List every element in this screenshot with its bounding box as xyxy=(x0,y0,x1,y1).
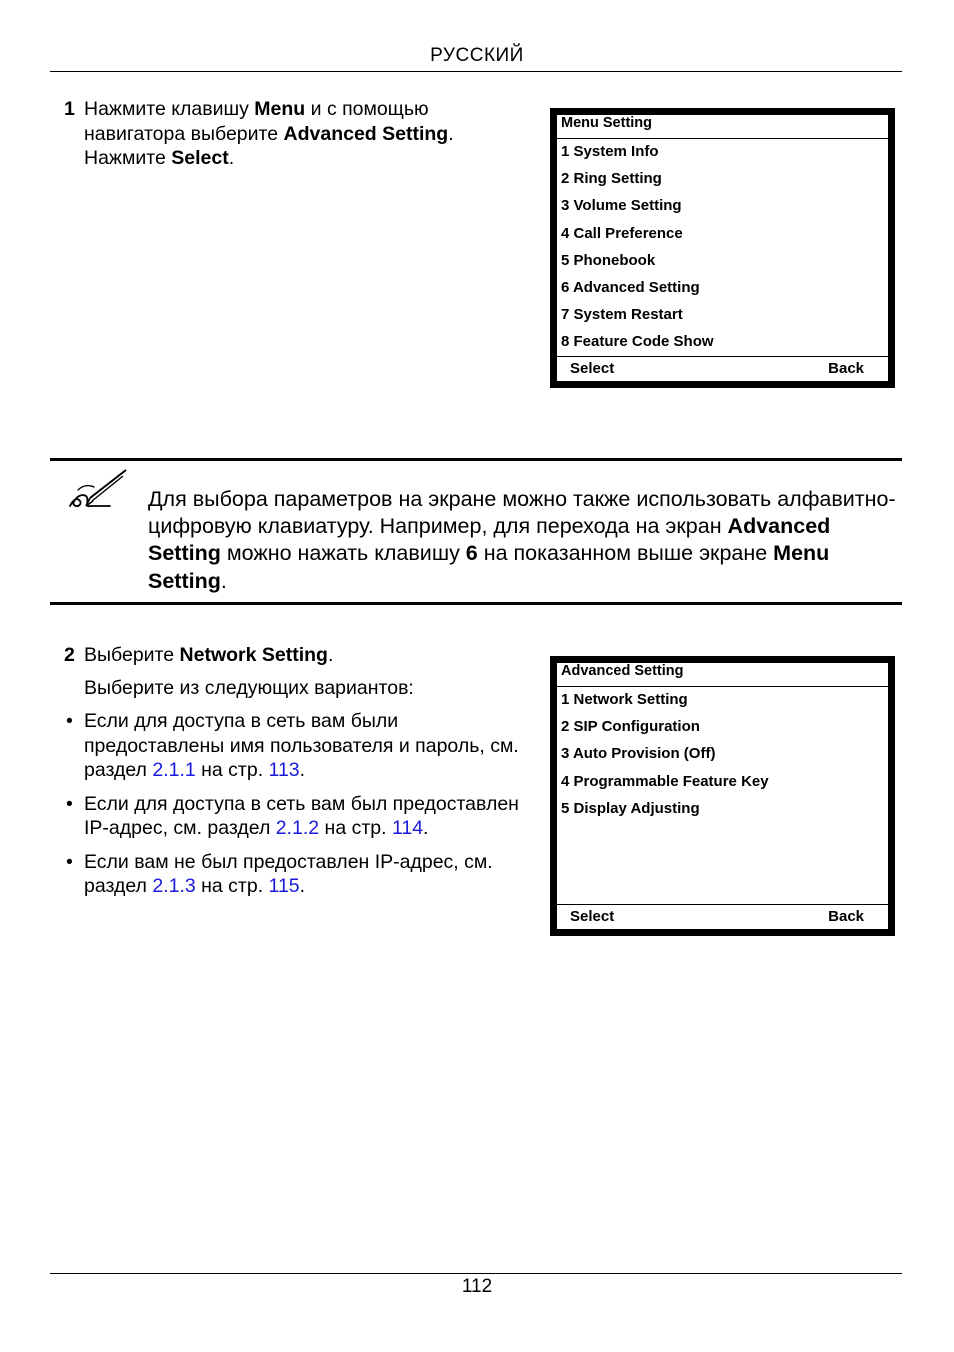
footer-rule xyxy=(50,1273,902,1274)
note-rule-bottom xyxy=(50,602,902,605)
step-1-number: 1 xyxy=(64,98,75,120)
menu-item-volume-setting[interactable]: 3 Volume Setting xyxy=(561,197,682,215)
step-2-options-intro: Выберите из следующих вариантов: xyxy=(84,676,414,699)
page-link-113[interactable]: 113 xyxy=(268,759,300,781)
softkey-back[interactable]: Back xyxy=(828,908,864,925)
list-item: • Если вам не был предоставлен IP-адрес, см. раздел 2.1.3 на стр. 115. xyxy=(84,850,534,899)
header-rule xyxy=(50,71,902,72)
step-2 xyxy=(64,643,534,943)
step-2-instruction: Выберите Network Setting. xyxy=(84,644,334,666)
page-link-114[interactable]: 114 xyxy=(391,817,424,839)
menu-item-system-info[interactable]: 1 System Info xyxy=(561,143,659,160)
note-pen-icon xyxy=(68,468,130,510)
step-1 xyxy=(64,97,524,177)
menu-item-call-preference[interactable]: 4 Call Preference xyxy=(561,224,683,242)
menu-item-display-adjusting[interactable]: 5 Display Adjusting xyxy=(561,799,700,817)
softkey-select[interactable]: Select xyxy=(570,360,615,377)
section-link-2-1-3[interactable]: 2.1.3 xyxy=(152,875,196,897)
list-item: • Если для доступа в сеть вам были предоставлены имя пользователя и пароль, см. раздел 2.1.1 на стр. 113. xyxy=(84,709,534,783)
note-rule-top xyxy=(50,458,902,461)
step-1-text: Нажмите клавишу Menu и с помощью навигатора выберите Advanced Setting. Нажмите Select. xyxy=(84,98,454,169)
menu-item-phonebook[interactable]: 5 Phonebook xyxy=(561,251,656,269)
softkey-select[interactable]: Select xyxy=(570,908,615,925)
softkey-bar xyxy=(557,356,888,381)
screen-title: Menu Setting xyxy=(557,115,888,139)
menu-item-sip-configuration[interactable]: 2 SIP Configuration xyxy=(561,718,700,736)
screen-menu-list xyxy=(557,143,888,361)
menu-item-feature-code-show[interactable]: 8 Feature Code Show xyxy=(561,333,714,351)
menu-item-network-setting[interactable]: 1 Network Setting xyxy=(561,691,688,708)
list-item: • Если для доступа в сеть вам был предоставлен IP-адрес, см. раздел 2.1.2 на стр. 114. xyxy=(84,792,534,841)
section-link-2-1-1[interactable]: 2.1.1 xyxy=(152,759,196,781)
section-link-2-1-2[interactable]: 2.1.2 xyxy=(275,817,320,839)
phone-screen-menu-setting xyxy=(550,108,895,388)
screen-title: Advanced Setting xyxy=(557,663,888,687)
phone-screen-advanced-setting xyxy=(550,656,895,936)
menu-item-programmable-feature-key[interactable]: 4 Programmable Feature Key xyxy=(561,772,769,790)
step-2-options-list xyxy=(84,709,534,899)
page-link-115[interactable]: 115 xyxy=(268,875,300,897)
menu-item-ring-setting[interactable]: 2 Ring Setting xyxy=(561,170,662,188)
menu-item-auto-provision[interactable]: 3 Auto Provision (Off) xyxy=(561,745,716,763)
menu-item-advanced-setting[interactable]: 6 Advanced Setting xyxy=(561,278,700,296)
page-number: 112 xyxy=(461,1276,493,1297)
note-text: Для выбора параметров на экране можно также использовать алфавитно-цифровую клавиатуру. Например, для перехода на экран Advanced Setting можно нажать клавишу 6 на показанном выше экране Menu Setting. xyxy=(148,487,896,593)
step-2-text xyxy=(84,643,534,908)
header-language: РУССКИЙ xyxy=(430,45,524,66)
step-2-number: 2 xyxy=(64,644,75,666)
screen-menu-list xyxy=(557,691,888,827)
softkey-bar xyxy=(557,904,888,929)
menu-item-system-restart[interactable]: 7 System Restart xyxy=(561,306,683,324)
softkey-back[interactable]: Back xyxy=(828,360,864,377)
